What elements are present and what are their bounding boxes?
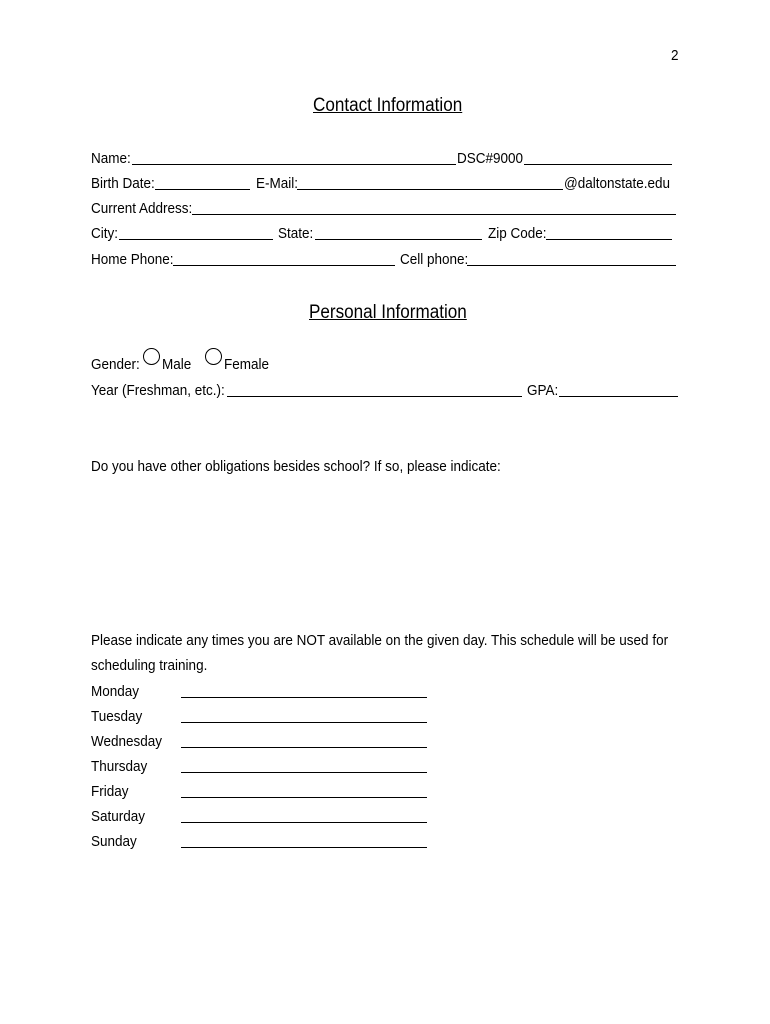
email-label: E-Mail:: [256, 175, 299, 192]
gpa-field[interactable]: [559, 396, 678, 397]
day-label-sunday: Sunday: [91, 833, 137, 850]
day-label-monday: Monday: [91, 683, 140, 700]
day-field-saturday[interactable]: [181, 822, 427, 823]
day-label-tuesday: Tuesday: [91, 708, 143, 725]
cell-phone-label: Cell phone:: [400, 251, 469, 268]
gender-male-label: Male: [162, 356, 192, 373]
current-address-label: Current Address:: [91, 200, 193, 217]
gender-female-radio[interactable]: [205, 348, 222, 365]
day-label-thursday: Thursday: [91, 758, 148, 775]
city-field[interactable]: [119, 239, 273, 240]
schedule-intro-line2: scheduling training.: [91, 657, 208, 674]
gender-female-label: Female: [224, 356, 270, 373]
home-phone-field[interactable]: [173, 265, 395, 266]
obligations-question: Do you have other obligations besides school? If so, please indicate:: [91, 458, 501, 475]
day-field-wednesday[interactable]: [181, 747, 427, 748]
state-field[interactable]: [315, 239, 482, 240]
state-label: State:: [278, 225, 314, 242]
year-label: Year (Freshman, etc.):: [91, 382, 225, 399]
city-label: City:: [91, 225, 118, 242]
page-number: 2: [671, 47, 679, 64]
day-label-friday: Friday: [91, 783, 129, 800]
year-field[interactable]: [227, 396, 522, 397]
home-phone-label: Home Phone:: [91, 251, 174, 268]
gpa-label: GPA:: [527, 382, 559, 399]
name-label: Name:: [91, 150, 131, 167]
contact-heading: Contact Information: [313, 95, 463, 116]
day-label-saturday: Saturday: [91, 808, 146, 825]
email-field[interactable]: [297, 189, 563, 190]
birth-date-field[interactable]: [155, 189, 250, 190]
personal-heading: Personal Information: [309, 302, 467, 323]
current-address-field[interactable]: [192, 214, 676, 215]
cell-phone-field[interactable]: [467, 265, 676, 266]
dsc-label: DSC#9000: [457, 150, 524, 167]
day-field-monday[interactable]: [181, 697, 427, 698]
gender-male-radio[interactable]: [143, 348, 160, 365]
zip-code-label: Zip Code:: [488, 225, 547, 242]
schedule-intro-line1: Please indicate any times you are NOT available on the given day. This schedule will be used for: [91, 632, 669, 649]
dsc-field[interactable]: [524, 164, 672, 165]
gender-label: Gender:: [91, 356, 140, 373]
day-field-thursday[interactable]: [181, 772, 427, 773]
day-field-tuesday[interactable]: [181, 722, 427, 723]
name-field[interactable]: [132, 164, 456, 165]
day-label-wednesday: Wednesday: [91, 733, 163, 750]
email-domain: @daltonstate.edu: [564, 175, 671, 192]
birth-date-label: Birth Date:: [91, 175, 155, 192]
zip-code-field[interactable]: [546, 239, 672, 240]
day-field-friday[interactable]: [181, 797, 427, 798]
day-field-sunday[interactable]: [181, 847, 427, 848]
